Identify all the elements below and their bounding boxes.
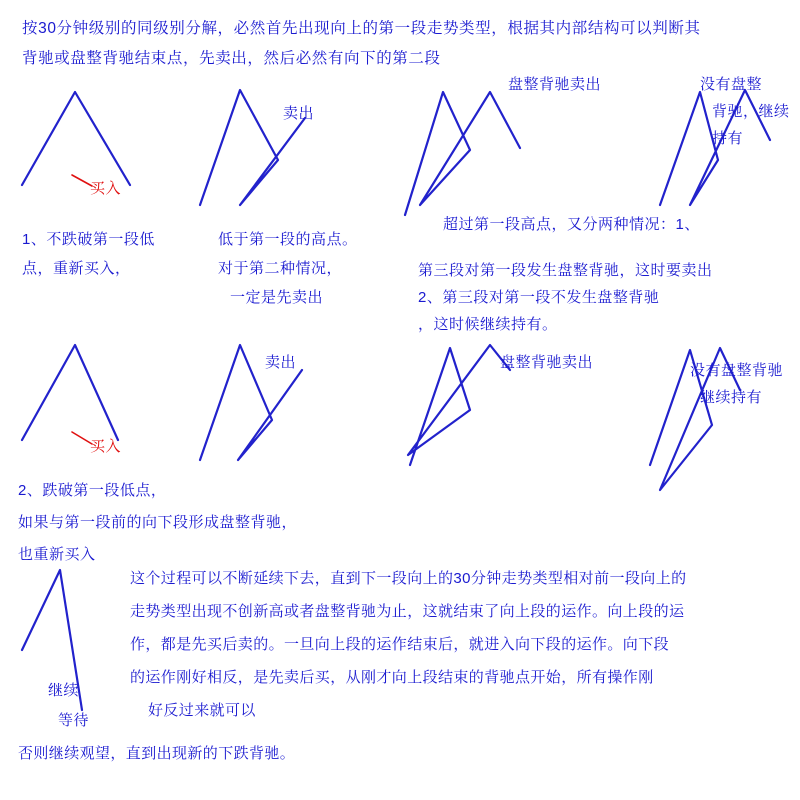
paragraph-line-2: 走势类型出现不创新高或者盘整背驰为止，这就结束了向上段的运作。向上段的运 [130,603,685,620]
note-case3-line-2: 第三段对第一段发生盘整背驰，这时要卖出 [418,262,713,279]
zigzag-chart-1 [22,92,130,185]
label-no-divergence-2-line-1: 没有盘整背驰 [690,362,784,379]
header-line-1: 按30分钟级别的同级别分解，必然首先出现向上的第一段走势类型，根据其内部结构可以判断其 [22,20,701,37]
label-wait-line-1: 继续 [48,682,80,699]
paragraph-line-5: 好反过来就可以 [148,702,256,719]
paragraph-line-3: 作，都是先买后卖的。一旦向上段的运作结束后，就进入向下段的运作。向下段 [130,636,670,653]
note-case4-line-2: 如果与第一段前的向下段形成盘整背驰， [18,514,298,531]
label-sell-3: 卖出 [265,354,297,371]
label-buy-1: 买入 [90,180,122,197]
note-case2-line-2: 对于第二种情况， [218,260,343,277]
note-case2-line-1: 低于第一段的高点。 [218,231,358,248]
paragraph-line-1: 这个过程可以不断延续下去，直到下一段向上的30分钟走势类型相对前一段向上的 [130,570,687,587]
note-case3-line-3: 2、第三段对第一段不发生盘整背驰 [418,289,660,306]
label-sell-2: 盘整背驰卖出 [508,76,602,93]
paragraph-line-4: 的运作刚好相反，是先卖后买，从刚才向上段结束的背驰点开始，所有操作刚 [130,669,654,686]
label-no-divergence-1-line-3: 持有 [712,130,744,147]
zigzag-chart-7 [408,345,510,465]
buy-arrow-2 [72,432,92,444]
label-no-divergence-1-line-2: 背驰，继续 [712,103,790,120]
note-case3-line-4: ，这时候继续持有。 [418,316,558,333]
footer-line: 否则继续观望，直到出现新的下跌背驰。 [18,745,296,762]
note-case2-line-3: 一定是先卖出 [230,289,324,306]
label-sell-1: 卖出 [283,105,315,122]
note-case3-line-1: 超过第一段高点，又分两种情况：1、 [443,216,700,233]
note-case1-line-1: 1、不跌破第一段低 [22,231,155,248]
label-buy-2: 买入 [90,438,122,455]
zigzag-chart-5 [22,345,118,440]
label-no-divergence-2-line-2: 继续持有 [700,389,763,406]
note-case4-line-1: 2、跌破第一段低点， [18,482,167,499]
label-wait-line-2: 等待 [58,712,90,729]
label-sell-4: 盘整背驰卖出 [500,354,594,371]
header-line-2: 背驰或盘整背驰结束点，先卖出，然后必然有向下的第二段 [22,50,441,67]
buy-arrow-1 [72,175,92,186]
label-no-divergence-1-line-1: 没有盘整 [700,76,763,93]
note-case4-line-3: 也重新买入 [18,546,96,563]
zigzag-chart-3 [405,92,520,215]
note-case1-line-2: 点，重新买入， [22,260,131,277]
